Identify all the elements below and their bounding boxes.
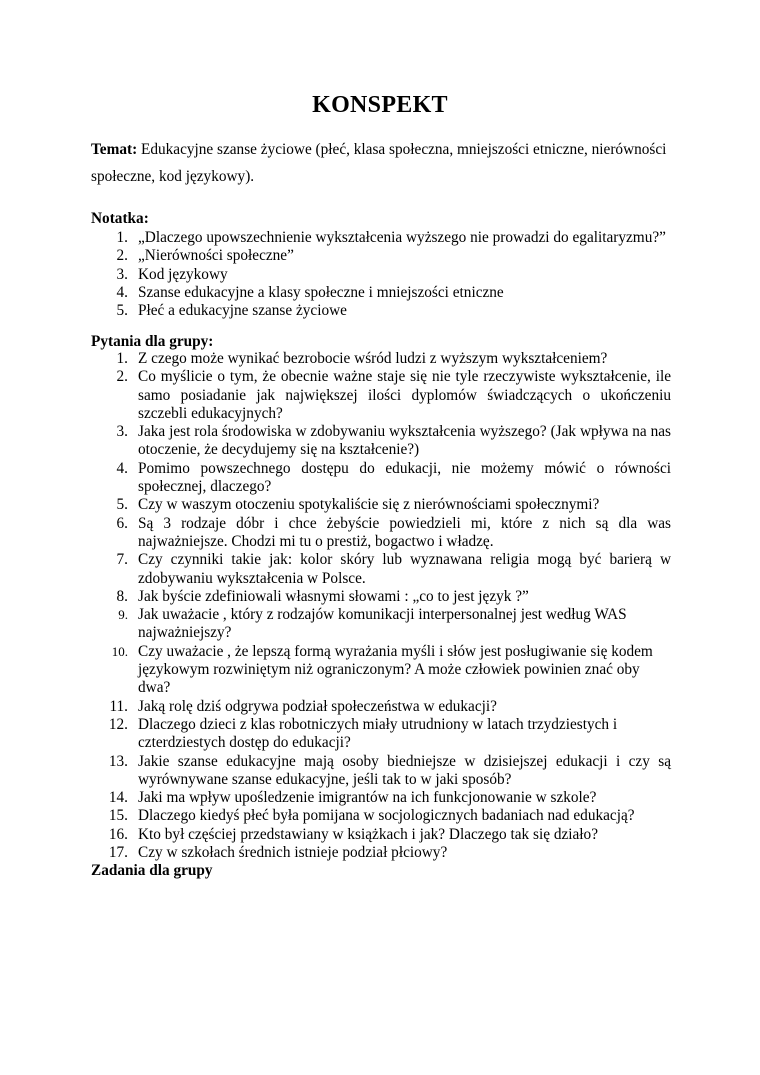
questions-heading: Pytania dla grupy: bbox=[91, 333, 214, 350]
list-item: 4. Szanse edukacyjne a klasy społeczne i mniejszości etniczne bbox=[116, 283, 504, 301]
list-item: 16. Kto był częściej przedstawiany w książkach i jak? Dlaczego tak się działo? bbox=[108, 825, 598, 843]
list-item: 2. Co myślicie o tym, że obecnie ważne staje się nie tyle rzeczywiste wykształcenie, ile samo posiadanie jak największej ilości dyplomów świadczących o ukończeniu szczebli edukacyjnych? bbox=[116, 368, 671, 422]
list-item: 15. Dlaczego kiedyś płeć była pomijana w socjologicznych badaniach nad edukacją? bbox=[108, 807, 635, 825]
page-title: KONSPEKT bbox=[312, 92, 448, 118]
questions-list bbox=[91, 350, 671, 862]
list-item: 4. Pomimo powszechnego dostępu do edukacji, nie możemy mówić o równości społecznej, dlaczego? bbox=[116, 459, 671, 496]
list-item: 5. Płeć a edukacyjne szanse życiowe bbox=[116, 302, 347, 320]
list-item: 7. Czy czynniki takie jak: kolor skóry lub wyznawana religia mogą być barierą w zdobywaniu wykształcenia w Polsce. bbox=[116, 551, 671, 587]
list-item: 17. Czy w szkołach średnich istnieje podział płciowy? bbox=[108, 844, 448, 862]
topic-label: Temat: bbox=[91, 141, 138, 158]
list-item: 10. Czy uważacie , że lepszą formą wyrażania myśli i słów jest posługiwanie się kodem językowym rozwiniętym niż ograniczonym? A może człowiek powinien znać oby dwa? bbox=[111, 642, 653, 697]
list-item: 3. Jaka jest rola środowiska w zdobywaniu wykształcenia wyższego? (Jak wpływa na nas otoczenie, że decydujemy się na kształcenie?) bbox=[116, 423, 671, 459]
tasks-heading: Zadania dla grupy bbox=[91, 862, 213, 879]
notes-list bbox=[91, 229, 671, 320]
topic-paragraph bbox=[91, 136, 671, 190]
list-item: 5. Czy w waszym otoczeniu spotykaliście się z nierównościami społecznymi? bbox=[116, 496, 600, 514]
list-item: 6. Są 3 rodzaje dóbr i chce żebyście powiedzieli mi, które z nich są dla was najważniejsze. Chodzi mi tu o prestiż, bogactwo i władzę. bbox=[116, 514, 671, 550]
list-item: 13. Jakie szanse edukacyjne mają osoby biedniejsze w dzisiejszej edukacji i czy są wyrównywane szanse edukacyjne, jeśli tak to w jaki sposób? bbox=[108, 752, 671, 788]
notes-heading: Notatka: bbox=[91, 210, 149, 227]
list-item: 1. „Dlaczego upowszechnienie wykształcenia wyższego nie prowadzi do egalitaryzmu?” bbox=[116, 229, 666, 246]
list-item: 9. Jak uważacie , który z rodzajów komunikacji interpersonalnej jest według WAS najważniejszy? bbox=[118, 606, 627, 642]
topic-text: Edukacyjne szanse życiowe (płeć, klasa społeczna, mniejszości etniczne, nierówności społeczne, kod językowy). bbox=[91, 141, 667, 185]
list-item: 1. Z czego może wynikać bezrobocie wśród ludzi z wyższym wykształceniem? bbox=[116, 350, 608, 367]
list-item: 14. Jaki ma wpływ upośledzenie imigrantów na ich funkcjonowanie w szkole? bbox=[108, 789, 597, 807]
list-item: 11. Jaką rolę dziś odgrywa podział społeczeństwa w edukacji? bbox=[109, 697, 497, 715]
list-item: 2. „Nierówności społeczne” bbox=[116, 247, 294, 265]
list-item: 3. Kod językowy bbox=[116, 265, 228, 283]
list-item: 12. Dlaczego dzieci z klas robotniczych miały utrudniony w latach trzydziestych i czterdziestych dostęp do edukacji? bbox=[108, 715, 618, 752]
list-item: 8. Jak byście zdefiniowali własnymi słowami : „co to jest język ?” bbox=[116, 587, 529, 605]
